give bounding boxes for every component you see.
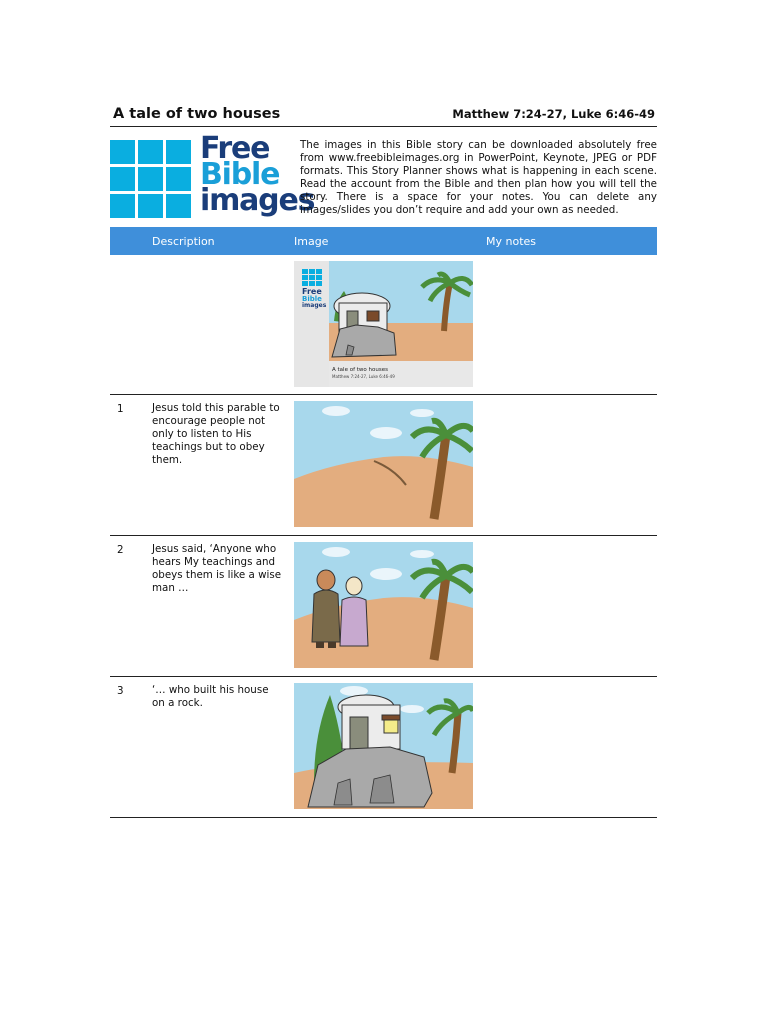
column-header-image: Image <box>294 234 329 248</box>
column-header-notes: My notes <box>486 234 537 248</box>
table-row <box>110 677 657 818</box>
row-number: 3 <box>117 685 124 697</box>
column-header-description: Description <box>152 234 215 248</box>
thumb-logo-images: images <box>302 302 327 309</box>
page-title: A tale of two houses <box>113 106 281 122</box>
intro-paragraph: The images in this Bible story can be downloaded absolutely free from www.freebibleimages.org in PowerPoint, Keynote, JPEG or PDF formats. This Story Planner shows what is happening in each scene. Read the account from the Bible and then plan how you will tell the story. There is a space for your notes. You can delete any images/slides you don’t require and add your own as needed. <box>300 139 657 217</box>
thumb-title: A tale of two houses <box>332 367 388 373</box>
intro-section <box>110 131 657 226</box>
desert-palm-scene-image <box>294 401 473 527</box>
row-number: 1 <box>117 403 124 415</box>
row-description: Jesus told this parable to encourage people not only to listen to His teachings but to obey them. <box>152 402 280 466</box>
logo-grid-icon <box>110 140 191 218</box>
logo-word-free: Free <box>200 131 270 166</box>
story-planner-page <box>110 100 657 818</box>
free-bible-images-logo <box>110 131 315 226</box>
thumb-logo-bible: Bible <box>302 295 322 303</box>
row-description: Jesus said, ‘Anyone who hears My teachings and obeys them is like a wise man … <box>152 543 282 594</box>
table-row <box>110 395 657 536</box>
couple-in-desert-image <box>294 542 473 668</box>
page-header <box>110 106 657 127</box>
row-number: 2 <box>117 544 124 556</box>
thumb-logo-free: Free <box>302 287 322 296</box>
logo-word-images: images <box>200 182 315 218</box>
table-row <box>110 255 657 395</box>
house-on-rock-image <box>294 683 473 809</box>
thumb-reference: Matthew 7:24-27, Luke 6:46-49 <box>332 374 395 379</box>
row-description: ‘… who built his house on a rock. <box>152 684 269 709</box>
logo-word-bible: Bible <box>200 156 280 192</box>
table-header <box>110 227 657 255</box>
scripture-reference: Matthew 7:24-27, Luke 6:46-49 <box>452 107 655 121</box>
table-row <box>110 536 657 677</box>
title-slide-image <box>294 261 473 387</box>
